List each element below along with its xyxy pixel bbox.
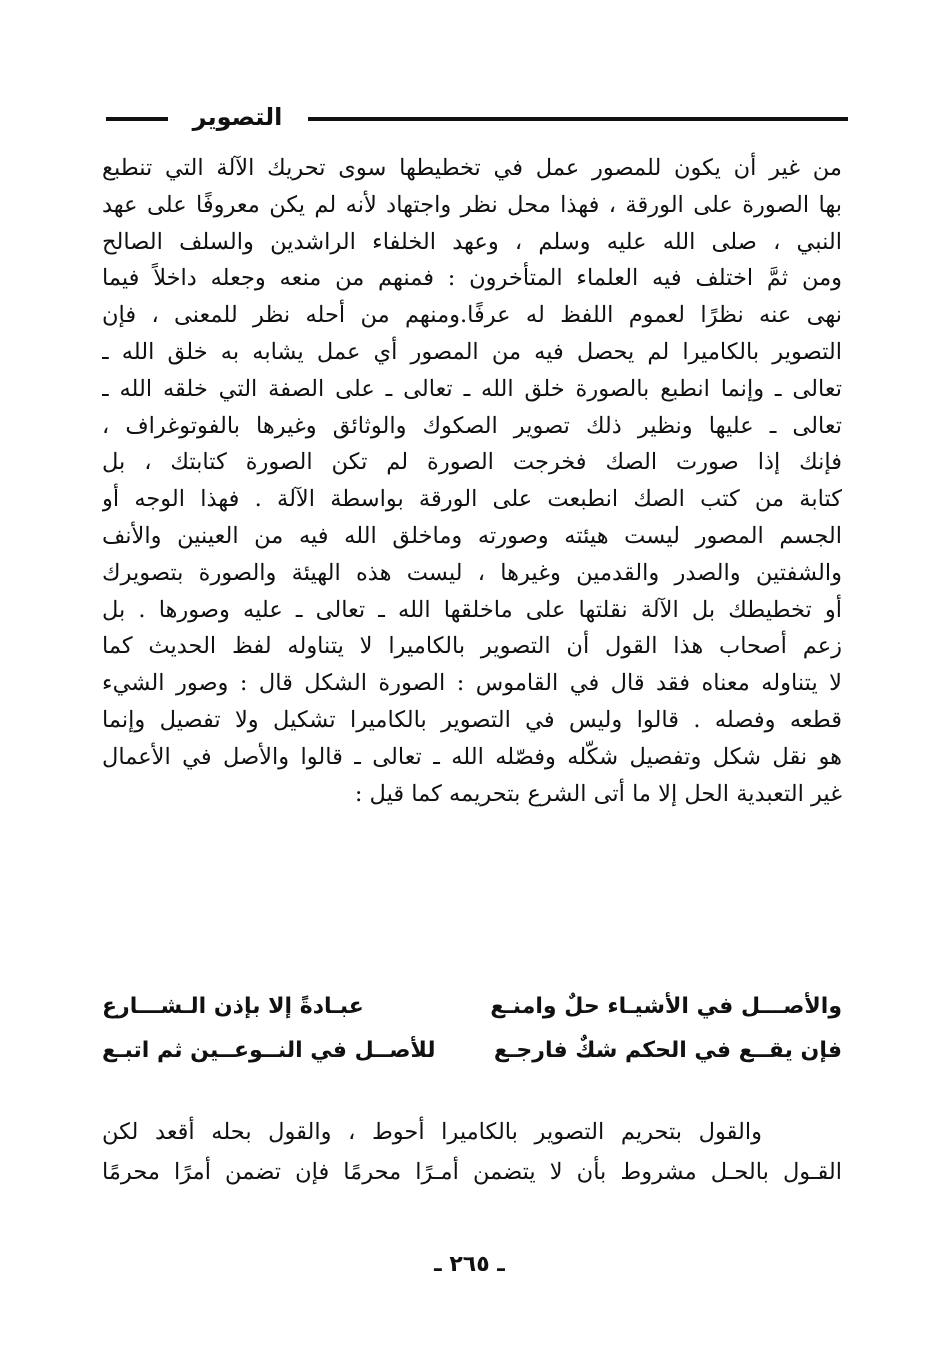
poem-verse bbox=[102, 985, 842, 1073]
body-line: من غير أن يكون للمصور عمل في تخطيطها سوى تحريك الآلة التي تنطبع bbox=[102, 155, 842, 181]
verse-hemistich-left: للأصــل في النــوعــين ثم اتبـع bbox=[102, 1038, 436, 1063]
body-line: ومن ثمَّ اختلف فيه العلماء المتأخرون : فمنهم من منعه وجعله داخلاً فيما bbox=[102, 265, 842, 292]
verse-hemistich-right: فإن يقــع في الحكم شكٌ فارجـع bbox=[493, 1038, 842, 1063]
closing-line: القـول بالحـل مشروط بأن لا يتضمن أمـرًا محرمًا فإن تضمن أمرًا محرمًا bbox=[102, 1159, 842, 1185]
body-line: نهى عنه نظرًا لعموم اللفظ له عرفًا.ومنهم من أحله نظر للمعنى ، فإن bbox=[102, 302, 842, 329]
verse-hemistich-right: والأصـــل في الأشيـاء حلٌ وامنـع bbox=[490, 994, 842, 1019]
body-paragraph bbox=[102, 150, 842, 812]
closing-paragraph bbox=[102, 1112, 842, 1192]
verse-hemistich-left: عبـادةً إلا بإذن الـشـــارع bbox=[102, 994, 364, 1019]
body-line: الجسم المصور ليست هيئته وصورته وماخلق الله فيه من العينين والأنف bbox=[102, 522, 842, 549]
body-line: زعم أصحاب هذا القول أن التصوير بالكاميرا لا يتناوله لفظ الحديث كما bbox=[102, 633, 842, 660]
verse-line bbox=[102, 985, 842, 1029]
header-title: التصوير bbox=[192, 103, 283, 131]
running-header bbox=[100, 100, 850, 140]
page-number: ـ ٢٦٥ ـ bbox=[434, 1252, 505, 1277]
body-line: تعالى ـ وإنما انطبع بالصورة خلق الله ـ تعالى ـ على الصفة التي خلقه الله ـ bbox=[102, 375, 842, 402]
body-line: هو نقل شكل وتفصيل شكّله وفصّله الله ـ تعالى ـ قالوا والأصل في الأعمال bbox=[102, 743, 842, 770]
header-rule-right bbox=[308, 117, 848, 121]
body-line: فإنك إذا صورت الصك فخرجت الصورة لم تكن الصورة كتابتك ، بل bbox=[102, 449, 842, 476]
verse-line bbox=[102, 1029, 842, 1073]
body-line: النبي ، صلى الله عليه وسلم ، وعهد الخلفاء الراشدين والسلف الصالح bbox=[102, 228, 842, 255]
body-line: بها الصورة على الورقة ، فهذا محل نظر واجتهاد لأنه لم يكن معروفًا على عهد bbox=[102, 191, 842, 218]
closing-line: والقول بتحريم التصوير بالكاميرا أحوط ، والقول بحله أقعد لكن bbox=[102, 1119, 762, 1145]
body-line: تعالى ـ عليها ونظير ذلك تصوير الصكوك والوثائق وغيرها بالفوتوغراف ، bbox=[102, 412, 842, 439]
header-rule-left bbox=[106, 117, 168, 121]
body-line: التصوير بالكاميرا لم يحصل فيه من المصور أي عمل يشابه به خلق الله ـ bbox=[102, 338, 842, 365]
body-line: غير التعبدية الحل إلا ما أتى الشرع بتحريمه كما قيل : bbox=[354, 780, 842, 807]
body-line: والشفتين والصدر والقدمين وغيرها ، ليست هذه الهيئة والصورة بتصويرك bbox=[102, 559, 842, 586]
body-line: أو تخطيطك بل الآلة نقلتها على ماخلقها الله ـ تعالى ـ عليه وصورها . بل bbox=[102, 596, 842, 623]
body-line: كتابة من كتب الصك انطبعت على الورقة بواسطة الآلة . فهذا الوجه أو bbox=[102, 486, 842, 513]
body-line: قطعه وفصله . قالوا وليس في التصوير بالكاميرا تشكيل ولا تفصيل وإنما bbox=[102, 706, 842, 733]
body-line: لا يتناوله معناه فقد قال في القاموس : الصورة الشكل قال : وصور الشيء bbox=[102, 670, 842, 697]
